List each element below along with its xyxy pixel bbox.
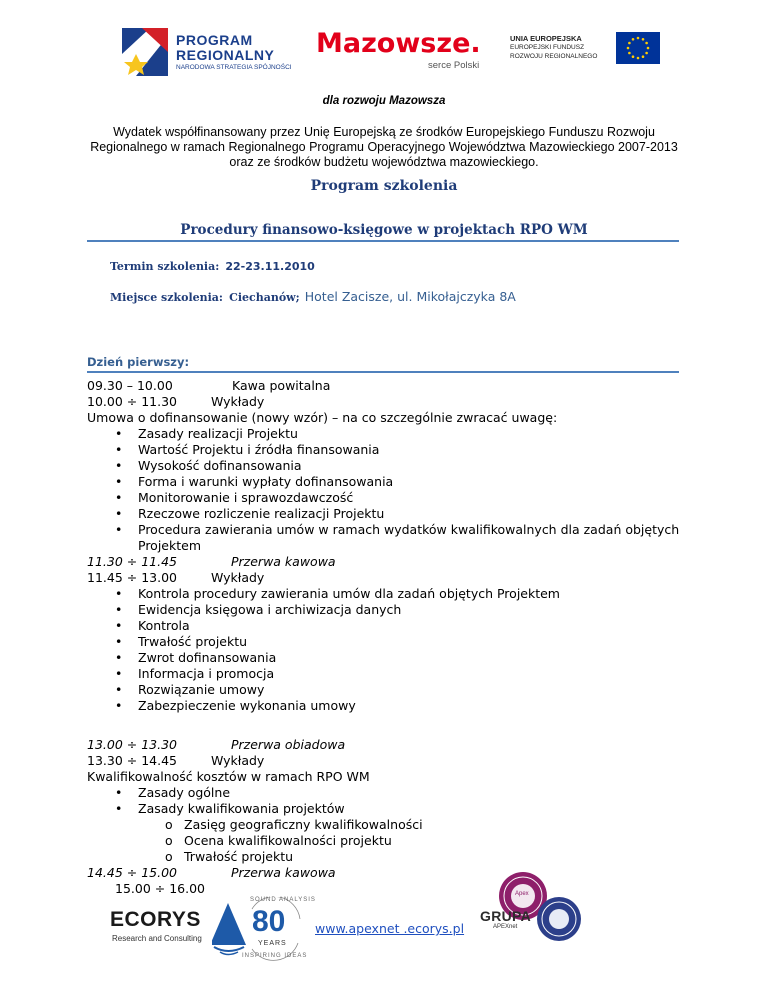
list-item: • Zasady realizacji Projektu xyxy=(115,426,298,441)
termin-row xyxy=(110,260,315,273)
termin-value: 22-23.11.2010 xyxy=(225,260,315,273)
session-label: Przerwa kawowa xyxy=(231,865,336,880)
program-logo-line2: REGIONALNY xyxy=(176,47,275,63)
header-logos xyxy=(120,22,658,84)
apex-badges-icon xyxy=(475,872,585,942)
session-label: Wykłady xyxy=(211,394,265,409)
grupa-label: GRUPA xyxy=(480,908,532,924)
session-row xyxy=(87,737,346,753)
ecorys-logo xyxy=(110,908,210,948)
session-row xyxy=(87,554,336,570)
program-logo-line1: PROGRAM xyxy=(176,32,253,48)
miejsce-label: Miejsce szkolenia: xyxy=(110,291,223,304)
anniversary-years: YEARS xyxy=(258,940,287,947)
list-item: • Wysokość dofinansowania xyxy=(115,458,302,473)
session-time: 14.45 ÷ 15.00 xyxy=(87,865,177,880)
mazowsze-logo-tagline: serce Polski xyxy=(428,60,480,71)
day-heading-rule xyxy=(87,371,679,373)
session-row xyxy=(87,865,336,881)
training-subtitle: Procedury finansowo-księgowe w projektach RPO WM xyxy=(180,222,588,238)
miejsce-row xyxy=(110,289,516,304)
day-heading: Dzień pierwszy: xyxy=(87,355,190,369)
sub-list-item: o Zasięg geograficzny kwalifikowalności xyxy=(165,817,423,832)
session-time: 15.00 ÷ 16.00 xyxy=(115,881,205,896)
mazowsze-logo xyxy=(316,28,496,78)
session-time: 10.00 ÷ 11.30 xyxy=(87,394,177,409)
list-item-continuation: Projektem xyxy=(138,538,202,553)
website-link[interactable]: www.apexnet .ecorys.pl xyxy=(315,921,465,936)
anniversary-number: 80 xyxy=(252,905,286,938)
miejsce-city: Ciechanów; xyxy=(229,291,300,304)
mazowsze-logo-name: Mazowsze. xyxy=(316,28,481,59)
eu-logo-line3: ROZWOJU REGIONALNEGO xyxy=(510,53,598,60)
anniversary-ring-bottom: INSPIRING IDEAS xyxy=(242,953,308,959)
ecorys-logo-name: ECORYS xyxy=(110,908,201,931)
session-row xyxy=(87,378,331,394)
list-item: • Informacja i promocja xyxy=(115,666,275,681)
session-time: 13.30 ÷ 14.45 xyxy=(87,753,177,768)
kwal-heading: Kwalifikowalność kosztów w ramach RPO WM xyxy=(87,769,370,784)
session-row xyxy=(115,881,205,897)
list-item: • Zabezpieczenie wykonania umowy xyxy=(115,698,356,713)
grupa-sub: APEXnet xyxy=(493,924,518,930)
session-row xyxy=(87,570,265,586)
list-item: • Trwałość projektu xyxy=(115,634,248,649)
session-label: Przerwa obiadowa xyxy=(231,737,346,752)
program-regionalny-logo xyxy=(120,24,296,80)
eu-logo-line1: UNIA EUROPEJSKA xyxy=(510,34,582,43)
session-time: 11.45 ÷ 13.00 xyxy=(87,570,177,585)
funding-line1: Wydatek współfinansowany przez Unię Europejską ze środków Europejskiego Funduszu Rozwoju xyxy=(113,125,655,139)
session-label: Kawa powitalna xyxy=(232,378,331,393)
session-row xyxy=(87,753,265,769)
subtitle-rule xyxy=(87,240,679,242)
list-item: • Rzeczowe rozliczenie realizacji Projektu xyxy=(115,506,385,521)
session-label: Wykłady xyxy=(211,753,265,768)
list-item: • Kontrola xyxy=(115,618,190,633)
list-item: • Rozwiązanie umowy xyxy=(115,682,265,697)
list-item: • Zwrot dofinansowania xyxy=(115,650,277,665)
funding-line3: oraz ze środków budżetu województwa mazowieckiego. xyxy=(229,155,539,169)
program-logo-line3: NARODOWA STRATEGIA SPÓJNOŚCI xyxy=(176,64,292,71)
miejsce-address: Hotel Zacisze, ul. Mikołajczyka 8A xyxy=(304,289,516,304)
umowa-heading: Umowa o dofinansowanie (nowy wzór) – na co szczególnie zwracać uwagę: xyxy=(87,410,558,425)
anniversary-logo xyxy=(212,897,316,963)
session-time: 09.30 – 10.00 xyxy=(87,378,173,393)
session-row xyxy=(87,394,265,410)
eu-logo xyxy=(510,32,660,72)
list-item: • Ewidencja księgowa i archiwizacja danych xyxy=(115,602,402,617)
session-time: 13.00 ÷ 13.30 xyxy=(87,737,177,752)
list-item: • Forma i warunki wypłaty dofinansowania xyxy=(115,474,394,489)
termin-label: Termin szkolenia: xyxy=(110,260,220,273)
page-title: Program szkolenia xyxy=(310,178,458,194)
list-item: • Wartość Projektu i źródła finansowania xyxy=(115,442,380,457)
funding-line2: Regionalnego w ramach Regionalnego Programu Operacyjnego Województwa Mazowieckiego 2007-2013 xyxy=(90,140,678,154)
list-item: • Kontrola procedury zawierania umów dla zadań objętych Projektem xyxy=(115,586,560,601)
apex-badge-label: Apex xyxy=(515,891,529,897)
sub-list-item: o Trwałość projektu xyxy=(165,849,294,864)
list-item: • Zasady kwalifikowania projektów xyxy=(115,801,345,816)
list-item: • Zasady ogólne xyxy=(115,785,231,800)
session-label: Przerwa kawowa xyxy=(231,554,336,569)
sub-list-item: o Ocena kwalifikowalności projektu xyxy=(165,833,392,848)
session-label: Wykłady xyxy=(211,570,265,585)
program-logo-emblem xyxy=(120,24,170,80)
session-time: 11.30 ÷ 11.45 xyxy=(87,554,177,569)
eu-flag-icon xyxy=(616,32,660,64)
eu-logo-line2: EUROPEJSKI FUNDUSZ xyxy=(510,44,585,51)
motto: dla rozwoju Mazowsza xyxy=(322,95,446,107)
list-item: • Monitorowanie i sprawozdawczość xyxy=(115,490,354,505)
grupa-apexnet-logo xyxy=(475,872,585,942)
list-item: • Procedura zawierania umów w ramach wydatków kwalifikowalnych dla zadań objętych xyxy=(115,522,680,537)
ecorys-logo-sub: Research and Consulting xyxy=(112,934,202,943)
anniversary-ring-top: SOUND ANALYSIS xyxy=(250,897,316,903)
